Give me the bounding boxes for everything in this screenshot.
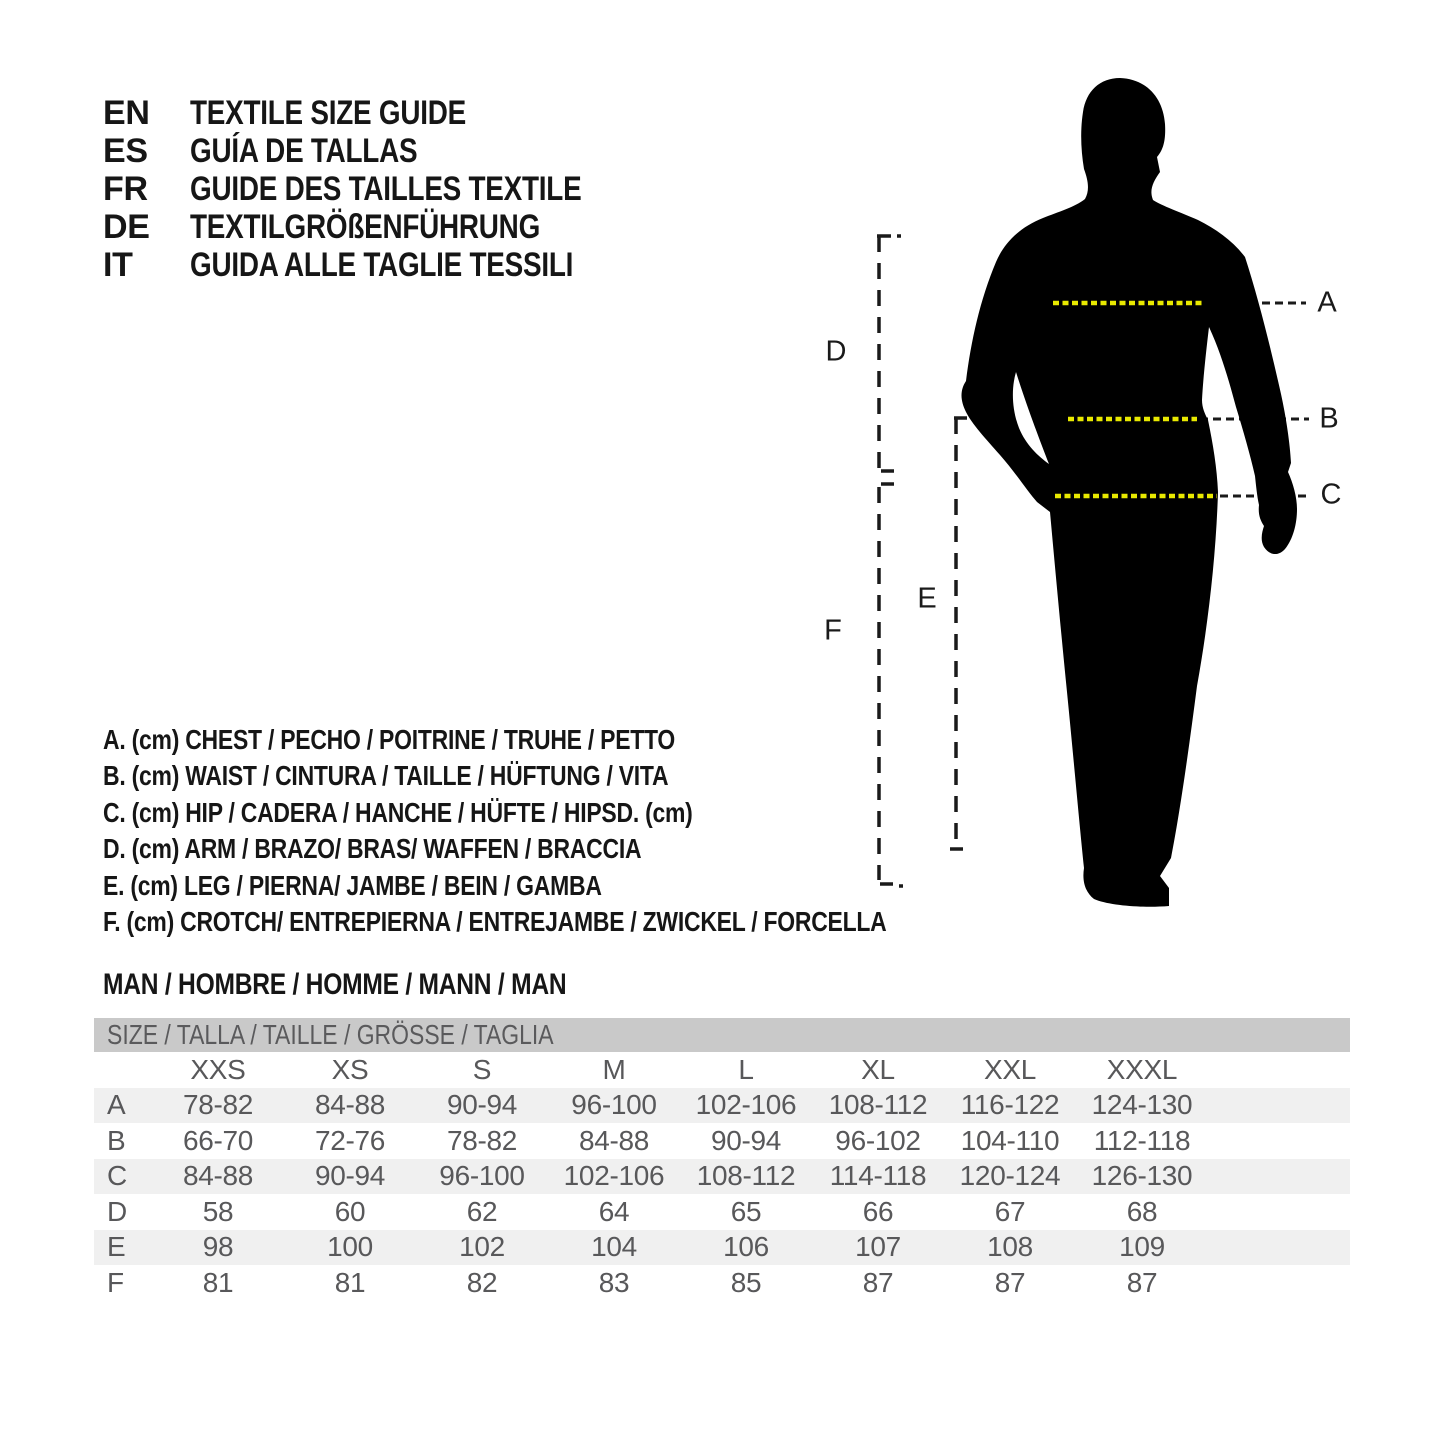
cell: 90-94: [416, 1088, 548, 1124]
figure-label-waist: B: [1319, 402, 1339, 435]
cell: 87: [994, 1266, 1026, 1298]
cell: 87: [862, 1266, 894, 1298]
size-col-header: XL: [861, 1053, 895, 1085]
size-table-header-text: SIZE / TALLA / TAILLE / GRÖSSE / TAGLIA: [107, 1019, 554, 1050]
language-code: IT: [103, 246, 133, 284]
cell: 107: [812, 1230, 944, 1266]
cell: 65: [730, 1195, 762, 1227]
row-label: A: [94, 1088, 152, 1124]
cell: 100: [284, 1230, 416, 1266]
size-header-row: [94, 1052, 1350, 1088]
cell: 104: [548, 1230, 680, 1266]
cell: 96-102: [835, 1124, 921, 1156]
cell: 66-70: [182, 1124, 254, 1156]
language-title: GUIDA ALLE TAGLIE TESSILI: [190, 246, 574, 284]
legend-text: A. (cm) CHEST / PECHO / POITRINE / TRUHE / PETTO: [103, 724, 676, 755]
size-col-header: XXXL: [1106, 1053, 1178, 1085]
cell: 84-88: [284, 1088, 416, 1124]
figure-label-hip: C: [1320, 478, 1342, 511]
cell: 58: [202, 1195, 234, 1227]
row-label: D: [107, 1195, 127, 1227]
cell: 116-122: [944, 1088, 1076, 1124]
cell: 66: [862, 1195, 894, 1227]
table-row-waist: [94, 1123, 1350, 1159]
language-title: TEXTILGRÖßENFÜHRUNG: [190, 208, 541, 246]
cell: 112-118: [1093, 1124, 1191, 1156]
cell: 87: [1126, 1266, 1158, 1298]
cell: 84-88: [152, 1159, 284, 1195]
cell: 124-130: [1076, 1088, 1208, 1124]
cell: 98: [152, 1230, 284, 1266]
cell: 78-82: [446, 1124, 518, 1156]
cell: 83: [598, 1266, 630, 1298]
table-row-crotch: [94, 1265, 1350, 1301]
cell: 104-110: [960, 1124, 1060, 1156]
empty-cell: [1208, 1052, 1350, 1088]
legend-line-waist: [103, 758, 1059, 794]
cell: 68: [1126, 1195, 1158, 1227]
cell: 81: [202, 1266, 234, 1298]
language-code: ES: [103, 132, 148, 170]
cell: 82: [466, 1266, 498, 1298]
size-col-header: XS: [331, 1053, 369, 1085]
language-code: FR: [103, 170, 148, 208]
figure-label-arm: D: [825, 335, 847, 368]
row-label: E: [94, 1230, 152, 1266]
size-col-header: XXL: [983, 1053, 1037, 1085]
cell: 78-82: [152, 1088, 284, 1124]
row-label: B: [107, 1124, 126, 1156]
cell: 85: [730, 1266, 762, 1298]
figure-label-leg: E: [917, 582, 937, 615]
cell: 84-88: [578, 1124, 650, 1156]
cell: 114-118: [812, 1159, 944, 1195]
size-col-header: S: [472, 1053, 492, 1085]
language-title: GUIDE DES TAILLES TEXTILE: [190, 170, 582, 208]
cell: 106: [680, 1230, 812, 1266]
measurement-legend: [103, 722, 1059, 940]
row-label: F: [107, 1266, 124, 1298]
cell: 102-106: [680, 1088, 812, 1124]
cell: 108-112: [812, 1088, 944, 1124]
category-title: [103, 967, 668, 1003]
table-row-chest: [94, 1088, 1350, 1124]
cell: 62: [466, 1195, 498, 1227]
empty-cell: [1208, 1088, 1350, 1124]
cell: 102-106: [548, 1159, 680, 1195]
category-text: MAN / HOMBRE / HOMME / MANN / MAN: [103, 968, 567, 1001]
empty-cell: [1208, 1194, 1350, 1230]
cell: 67: [994, 1195, 1026, 1227]
size-col-header: XXS: [190, 1053, 246, 1085]
legend-text: C. (cm) HIP / CADERA / HANCHE / HÜFTE / HIPSD. (cm): [103, 796, 693, 828]
empty-cell: [1208, 1123, 1350, 1159]
cell: 120-124: [944, 1159, 1076, 1195]
cell: 109: [1076, 1230, 1208, 1266]
legend-text: D. (cm) ARM / BRAZO/ BRAS/ WAFFEN / BRACCIA: [103, 833, 642, 865]
empty-cell: [94, 1052, 152, 1088]
empty-cell: [1208, 1265, 1350, 1301]
table-row-hip: [94, 1159, 1350, 1195]
legend-line-hip: [103, 795, 1059, 831]
legend-line-crotch: [103, 904, 1059, 940]
cell: 90-94: [710, 1124, 782, 1156]
table-row-arm: [94, 1194, 1350, 1230]
table-row-leg: [94, 1230, 1350, 1266]
cell: 96-100: [416, 1159, 548, 1195]
legend-text: E. (cm) LEG / PIERNA/ JAMBE / BEIN / GAMBA: [103, 869, 602, 901]
empty-cell: [1208, 1230, 1350, 1266]
figure-label-chest: A: [1317, 286, 1337, 319]
cell: 81: [334, 1266, 366, 1298]
cell: 72-76: [314, 1124, 386, 1156]
cell: 96-100: [548, 1088, 680, 1124]
figure-label-crotch: F: [824, 614, 842, 647]
legend-line-leg: [103, 868, 1059, 904]
cell: 64: [598, 1195, 630, 1227]
cell: 102: [416, 1230, 548, 1266]
cell: 60: [334, 1195, 366, 1227]
cell: 126-130: [1076, 1159, 1208, 1195]
size-col-header: M: [602, 1053, 626, 1085]
size-table-header-band: [94, 1018, 1350, 1052]
language-title: TEXTILE SIZE GUIDE: [190, 94, 466, 132]
legend-line-arm: [103, 831, 1059, 867]
size-table: [94, 1052, 1350, 1301]
row-label: C: [94, 1159, 152, 1195]
cell: 108: [944, 1230, 1076, 1266]
cell: 90-94: [284, 1159, 416, 1195]
size-table-section: [94, 1018, 1350, 1301]
language-title: GUÍA DE TALLAS: [190, 132, 418, 170]
cell: 108-112: [680, 1159, 812, 1195]
size-col-header: L: [738, 1053, 754, 1085]
language-code: EN: [103, 94, 150, 132]
legend-text: F. (cm) CROTCH/ ENTREPIERNA / ENTREJAMBE / ZWICKEL / FORCELLA: [103, 905, 887, 937]
language-code: DE: [103, 208, 150, 246]
legend-line-chest: [103, 722, 1059, 758]
empty-cell: [1208, 1159, 1350, 1195]
legend-text: B. (cm) WAIST / CINTURA / TAILLE / HÜFTUNG / VITA: [103, 760, 669, 792]
